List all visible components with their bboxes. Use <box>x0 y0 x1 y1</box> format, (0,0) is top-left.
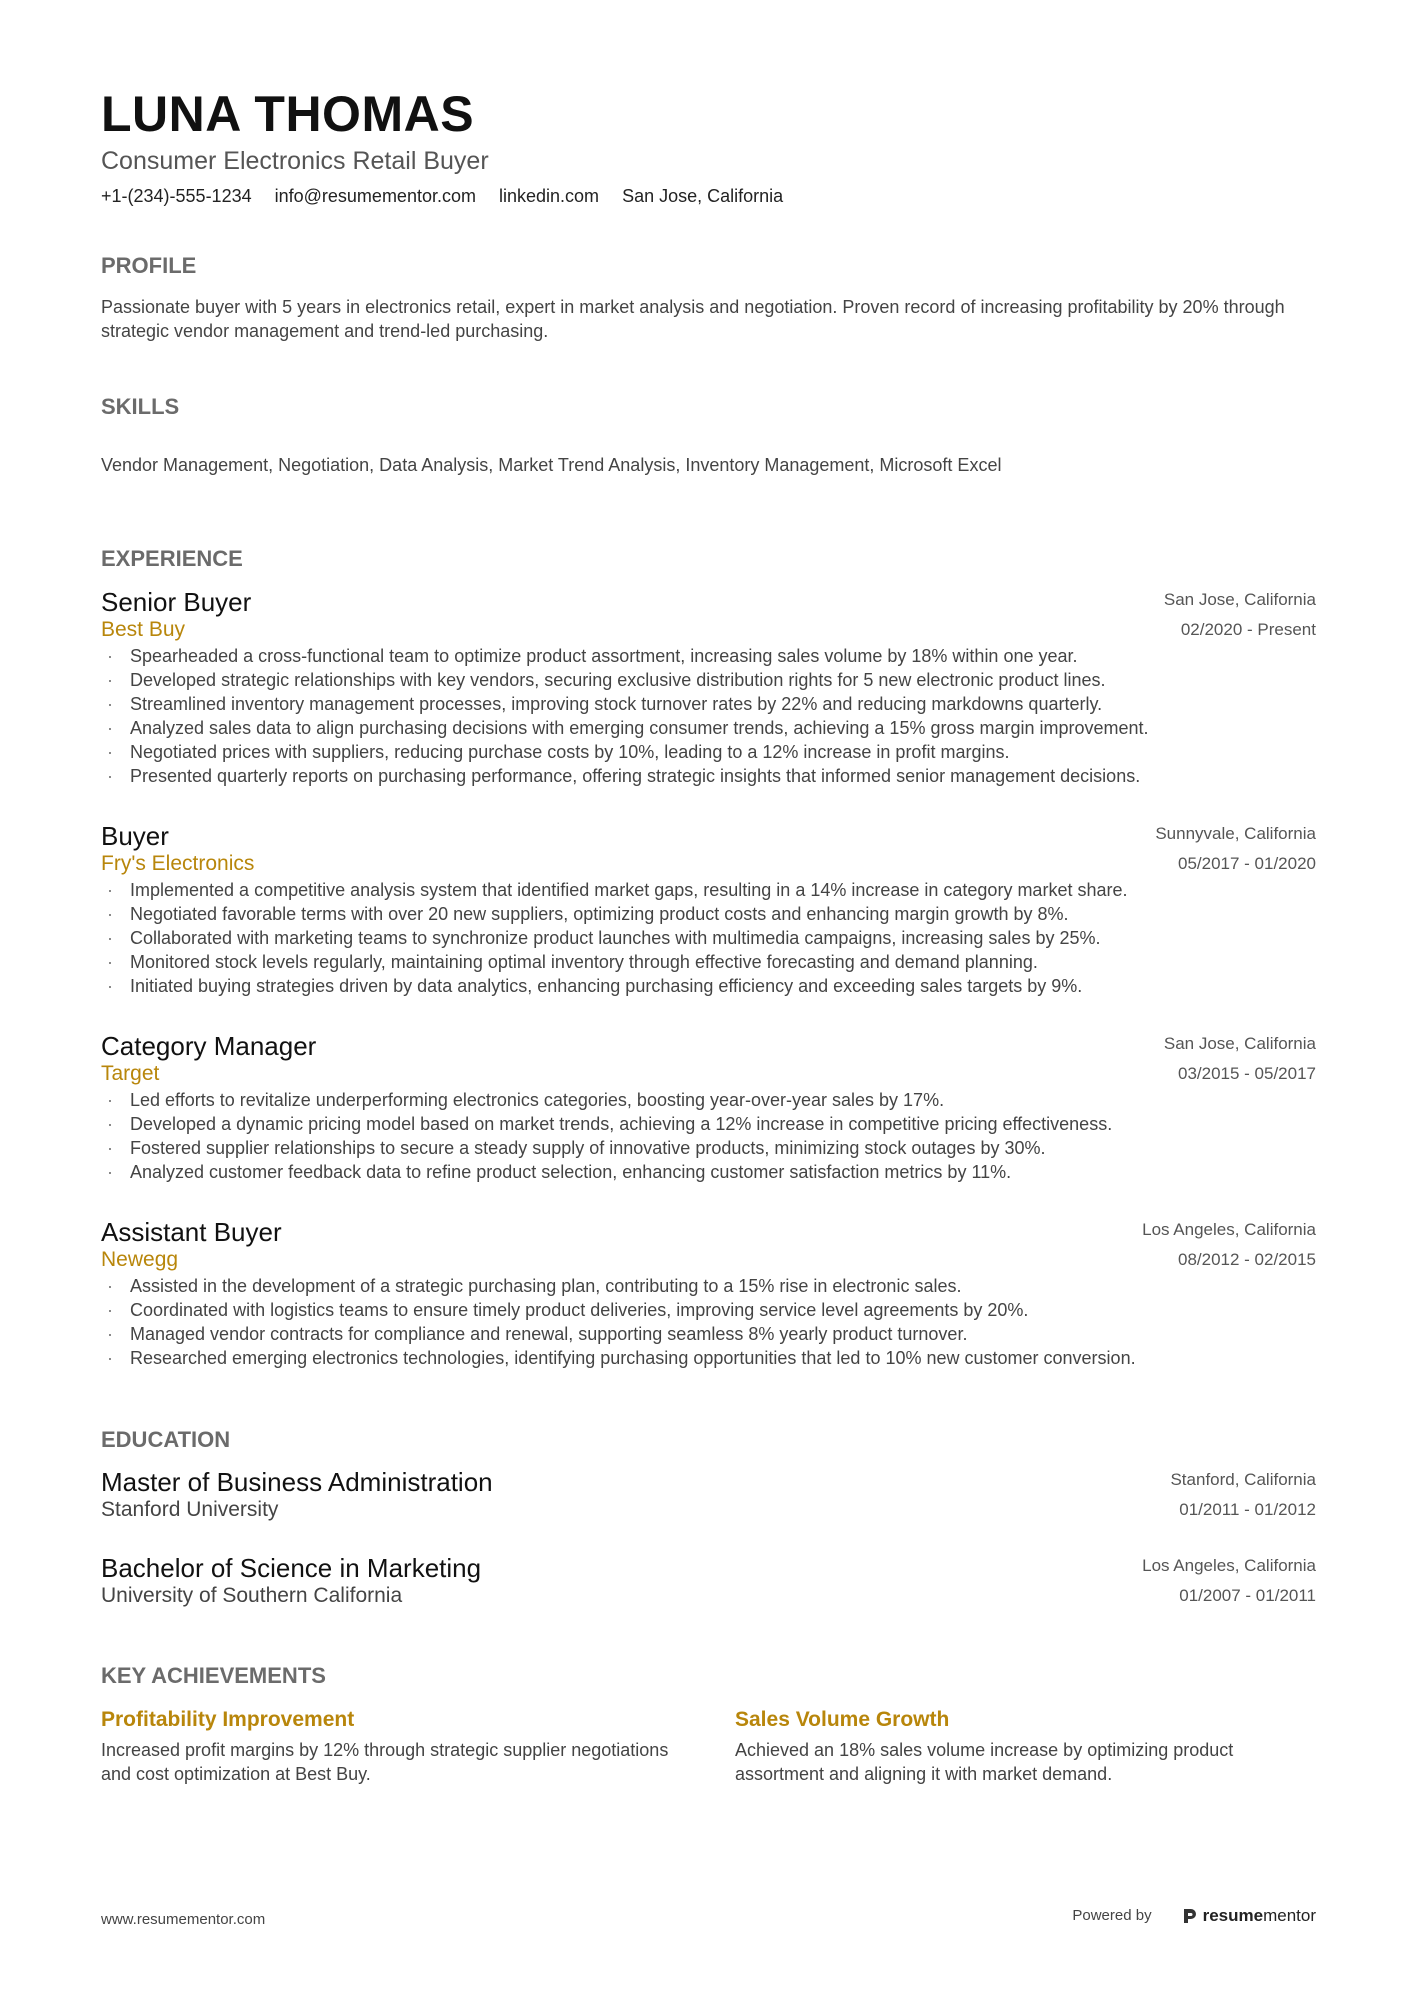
job-company: Target <box>101 1062 160 1085</box>
job-location: Los Angeles, California <box>1142 1220 1316 1239</box>
job-title: Buyer <box>101 821 169 851</box>
powered-by-label: Powered by <box>1072 1907 1152 1924</box>
education-dates: 01/2011 - 01/2012 <box>1179 1500 1316 1519</box>
job-bullet: · Streamlined inventory management processes, improving stock turnover rates by 22% and reducing markdowns quarterly. <box>101 692 1316 716</box>
achievement-item <box>735 1706 1325 1786</box>
candidate-title: Consumer Electronics Retail Buyer <box>101 147 489 175</box>
education-school: University of Southern California <box>101 1584 403 1607</box>
job-bullet: · Analyzed sales data to align purchasing decisions with emerging consumer trends, achieving a 15% gross margin improvement. <box>101 716 1316 740</box>
resumementor-logo[interactable] <box>1182 1906 1316 1926</box>
job-bullets <box>101 1274 1316 1370</box>
contact-location: San Jose, California <box>622 186 784 206</box>
education-location: Los Angeles, California <box>1142 1556 1316 1575</box>
job-bullet: · Researched emerging electronics technologies, identifying purchasing opportunities that led to 10% new customer conversion. <box>101 1346 1316 1370</box>
job-bullet: · Monitored stock levels regularly, maintaining optimal inventory through effective forecasting and demand planning. <box>101 950 1316 974</box>
job-bullet: · Developed strategic relationships with key vendors, securing exclusive distribution rights for 5 new electronic product lines. <box>101 668 1316 692</box>
contact-phone: +1-(234)-555-1234 <box>101 186 252 206</box>
job-dates: 02/2020 - Present <box>1180 620 1316 639</box>
job-bullet: · Spearheaded a cross-functional team to optimize product assortment, increasing sales volume by 18% within one year. <box>101 644 1316 668</box>
job-bullet: · Coordinated with logistics teams to ensure timely product deliveries, improving service level agreements by 20%. <box>101 1298 1316 1322</box>
education-heading: EDUCATION <box>101 1427 231 1452</box>
job-bullet: · Managed vendor contracts for compliance and renewal, supporting seamless 8% yearly product turnover. <box>101 1322 1316 1346</box>
job-bullet: · Fostered supplier relationships to secure a steady supply of innovative products, minimizing stock outages by 30%. <box>101 1136 1316 1160</box>
job-bullet: · Negotiated favorable terms with over 20 new suppliers, optimizing product costs and enhancing margin growth by 8%. <box>101 902 1316 926</box>
logo-text-bold: resume <box>1202 1906 1264 1925</box>
contact-line <box>101 184 801 208</box>
job-bullet: · Implemented a competitive analysis system that identified market gaps, resulting in a 14% increase in category market share. <box>101 878 1316 902</box>
education-school: Stanford University <box>101 1498 279 1521</box>
job-bullet: · Initiated buying strategies driven by data analytics, enhancing purchasing efficiency and exceeding sales targets by 9%. <box>101 974 1316 998</box>
achievement-title: Profitability Improvement <box>101 1708 355 1731</box>
achievements-heading: KEY ACHIEVEMENTS <box>101 1663 326 1688</box>
job-location: San Jose, California <box>1163 1034 1316 1053</box>
job-bullet: · Developed a dynamic pricing model based on market trends, achieving a 12% increase in competitive pricing effectiveness. <box>101 1112 1316 1136</box>
job-bullet: · Presented quarterly reports on purchasing performance, offering strategic insights that informed senior management decisions. <box>101 764 1316 788</box>
job-title: Assistant Buyer <box>101 1217 282 1247</box>
candidate-name: LUNA THOMAS <box>101 86 475 142</box>
job-title: Category Manager <box>101 1031 317 1061</box>
skills-heading: SKILLS <box>101 394 180 419</box>
job-location: San Jose, California <box>1163 590 1316 609</box>
achievement-item <box>101 1706 691 1786</box>
job-bullets <box>101 1088 1316 1184</box>
education-dates: 01/2007 - 01/2011 <box>1179 1586 1316 1605</box>
achievement-text: Achieved an 18% sales volume increase by optimizing product assortment and aligning it with market demand. <box>735 1740 1234 1784</box>
job-dates: 03/2015 - 05/2017 <box>1177 1064 1316 1083</box>
footer-website[interactable]: www.resumementor.com <box>101 1911 266 1928</box>
logo-text-thin: mentor <box>1263 1906 1316 1925</box>
profile-heading: PROFILE <box>101 253 197 278</box>
job-bullets <box>101 878 1316 998</box>
achievement-title: Sales Volume Growth <box>735 1708 950 1731</box>
footer-branding <box>1072 1906 1316 1926</box>
job-bullet: · Led efforts to revitalize underperforming electronics categories, boosting year-over-year sales by 17%. <box>101 1088 1316 1112</box>
experience-heading: EXPERIENCE <box>101 546 243 571</box>
job-location: Sunnyvale, California <box>1155 824 1316 843</box>
job-company: Best Buy <box>101 618 186 641</box>
contact-linkedin[interactable]: linkedin.com <box>499 186 600 206</box>
job-company: Fry's Electronics <box>101 852 255 875</box>
job-bullet: · Collaborated with marketing teams to synchronize product launches with multimedia campaigns, increasing sales by 25%. <box>101 926 1316 950</box>
job-bullet: · Assisted in the development of a strategic purchasing plan, contributing to a 15% rise in electronic sales. <box>101 1274 1316 1298</box>
job-bullet: · Analyzed customer feedback data to refine product selection, enhancing customer satisfaction metrics by 11%. <box>101 1160 1316 1184</box>
job-dates: 05/2017 - 01/2020 <box>1177 854 1316 873</box>
skills-text: Vendor Management, Negotiation, Data Analysis, Market Trend Analysis, Inventory Management, Microsoft Excel <box>101 455 1002 475</box>
job-bullet: · Negotiated prices with suppliers, reducing purchase costs by 10%, leading to a 12% increase in profit margins. <box>101 740 1316 764</box>
contact-email[interactable]: info@resumementor.com <box>274 186 476 206</box>
education-degree: Bachelor of Science in Marketing <box>101 1553 482 1583</box>
education-location: Stanford, California <box>1170 1470 1316 1489</box>
job-dates: 08/2012 - 02/2015 <box>1177 1250 1316 1269</box>
job-bullets <box>101 644 1316 788</box>
education-degree: Master of Business Administration <box>101 1467 493 1497</box>
job-company: Newegg <box>101 1248 179 1271</box>
job-title: Senior Buyer <box>101 587 252 617</box>
profile-text: Passionate buyer with 5 years in electronics retail, expert in market analysis and negotiation. Proven record of increasing profitability by 20% through strategic vendor management and trend-led purchasing. <box>101 297 1285 341</box>
achievement-text: Increased profit margins by 12% through strategic supplier negotiations and cost optimization at Best Buy. <box>101 1740 669 1784</box>
resumementor-logo-icon <box>1182 1907 1198 1925</box>
